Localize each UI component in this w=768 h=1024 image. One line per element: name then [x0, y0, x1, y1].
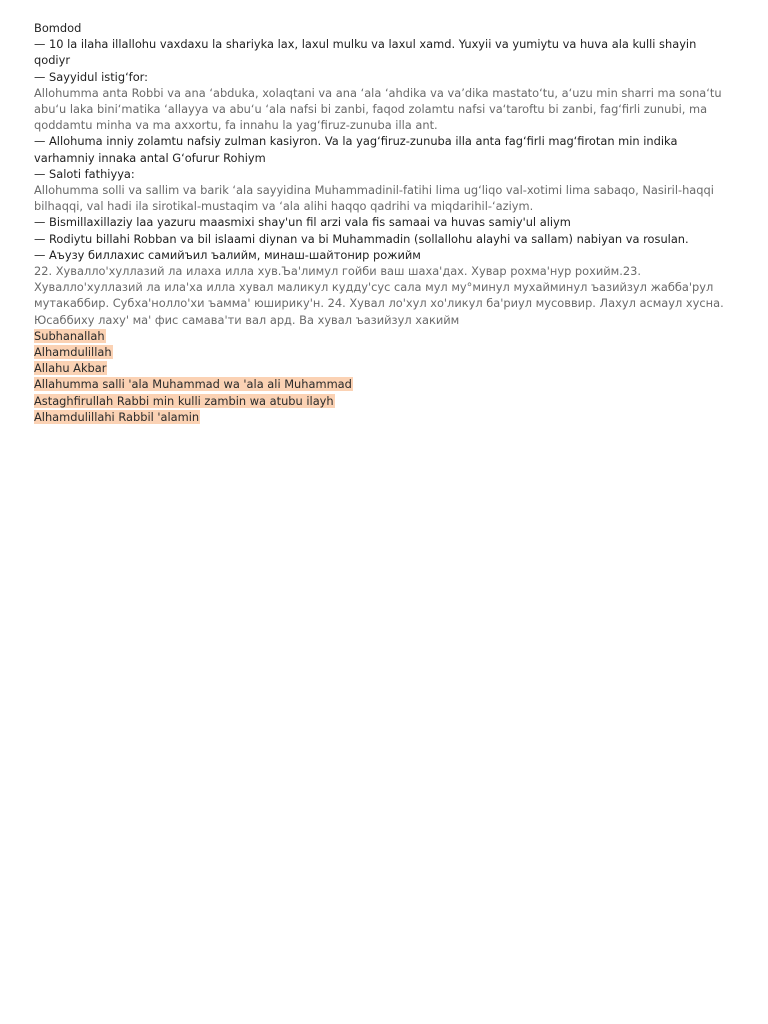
- saloti-text: Allohumma solli va sallim va barik ‘ala sayyidina Muhammadinil-fatihi lima ug‘liqo val-xotimi lima sabaqo, Nasiril-haqqi bilhaqqi, val hadi ila sirotikal-mustaqim va ‘ala alihi haqqo qadrihi va miqdarihil-‘aziym.: [34, 183, 714, 214]
- bismillah-line: — Bismillaxillaziy laa yazuru maasmixi shay'un fil arzi vala fis samaai va huvas samiy'ul aliym: [34, 215, 571, 230]
- highlight-item: [34, 409, 734, 425]
- auzu-line: — Аъузу биллахис самийъил ъалийм, минаш-шайтонир рожийм: [34, 247, 421, 262]
- document-title: Bomdod: [34, 21, 82, 35]
- highlight-text[interactable]: Alhamdulillahi Rabbil 'alamin: [34, 409, 200, 424]
- highlight-item: [34, 328, 734, 344]
- tahlil-line: — 10 la ilaha illallohu vaxdaxu la shariyka lax, laxul mulku va laxul xamd. Yuxyii va yumiytu va huva ala kulli shayin qodiyr: [34, 37, 697, 68]
- istigfor-text: Allohumma anta Robbi va ana ‘abduka, xolaqtani va ana ‘ala ‘ahdika va va’dika mastato‘tu, a‘uzu min sharri ma sona‘tu abu‘u laka bini‘matika ‘allayya va abu‘u ‘ala nafsi bi zanbi, faqod zolamtu nafsi va‘taroftu bi zanbi, fag‘firli zunubi, ma qoddamtu minha va ma axxortu, fa innahu la yag‘firuz-zunuba illa ant.: [34, 85, 722, 133]
- rodiytu-line: — Rodiytu billahi Robban va bil islaami diynan va bi Muhammadin (sollallohu alayhi va sallam) nabiyan va rosulan.: [34, 231, 689, 246]
- highlight-item: [34, 344, 734, 360]
- istigfor-heading: — Sayyidul istig‘for:: [34, 69, 148, 84]
- highlight-item: [34, 376, 734, 392]
- zolamtu-line: — Allohuma inniy zolamtu nafsiy zulman kasiyron. Va la yag‘firuz-zunuba illa anta fag‘firli mag‘firotan min indika varhamniy innaka antal G‘ofurur Rohiym: [34, 134, 678, 165]
- highlight-text[interactable]: Alhamdulillah: [34, 345, 112, 360]
- highlight-item: [34, 360, 734, 376]
- document-page: [34, 20, 734, 425]
- highlight-text[interactable]: Allahumma salli 'ala Muhammad wa 'ala ali Muhammad: [34, 377, 352, 392]
- hashr-verses: 22. Хувалло'хуллазий ла илаха илла хув.Ъа'лимул гойби ваш шаха'дах. Хувар рохма'нур рохийм.23. Хувалло'хуллазий ла ила'ха илла хувал маликул кудду'сус сала мул му°минул мухайминул ъазийзул жабба'рул мутакаббир. Субха'нолло'хи ъамма' юширику'н. 24. Хувал ло'хул хо'ликул ба'риул мусоввир. Лахул асмаул хусна. Юсаббиху лаху' ма' фис самава'ти вал ард. Ва хувал ъазийзул хакийм: [34, 264, 724, 327]
- highlight-text[interactable]: Allahu Akbar: [34, 361, 107, 376]
- highlight-text[interactable]: Astaghfirullah Rabbi min kulli zambin wa atubu ilayh: [34, 393, 334, 408]
- saloti-heading: — Saloti fathiyya:: [34, 166, 135, 181]
- highlight-item: [34, 393, 734, 409]
- highlighted-list: [34, 328, 734, 425]
- highlight-text[interactable]: Subhanallah: [34, 328, 105, 343]
